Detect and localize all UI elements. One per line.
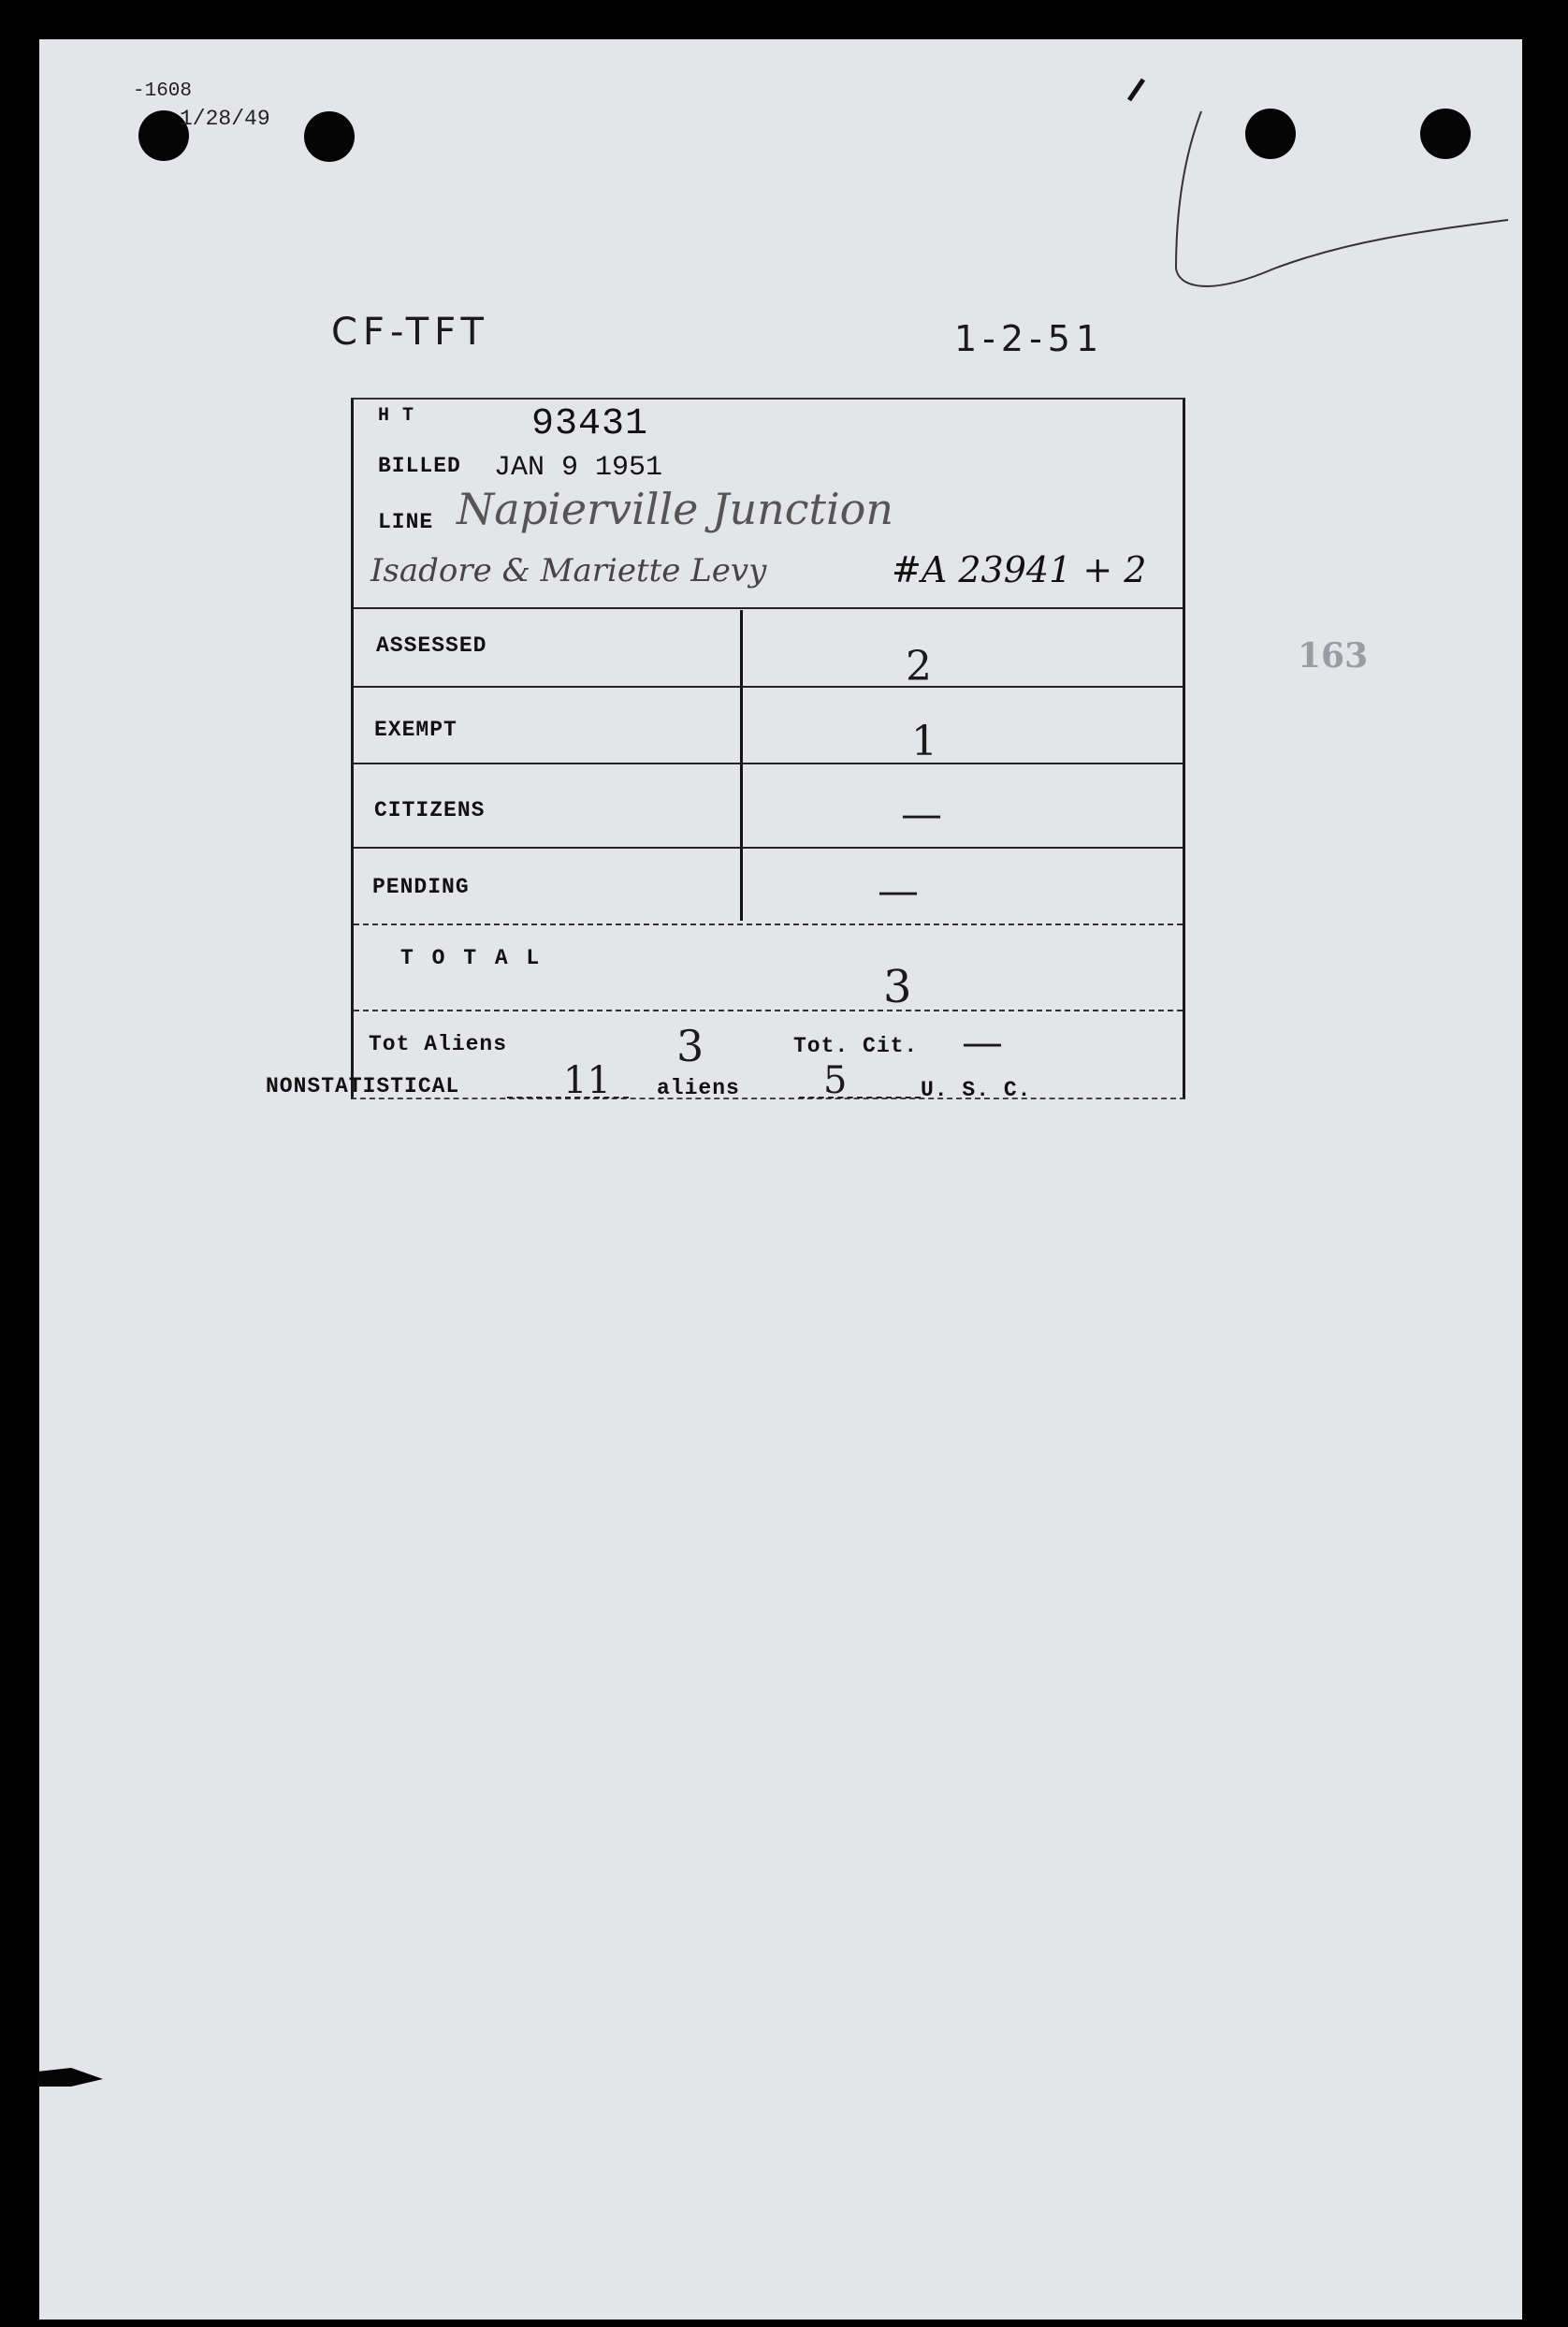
clip-mark-icon xyxy=(37,2058,112,2096)
tot-cit-label: Tot. Cit. xyxy=(793,1034,919,1058)
pending-value: — xyxy=(878,867,919,915)
citizens-label: CITIZENS xyxy=(374,798,486,822)
billed-label: BILLED xyxy=(378,454,461,478)
column-divider xyxy=(740,610,743,921)
check-mark-icon xyxy=(1068,53,1517,371)
form-date: 1/28/49 xyxy=(180,107,270,131)
ht-number: 93431 xyxy=(531,403,649,445)
tot-aliens-value: 3 xyxy=(676,1021,704,1071)
punch-hole xyxy=(304,111,355,162)
nonstatistical-usc-value: 5 xyxy=(823,1059,848,1102)
tally-card xyxy=(351,398,1185,1099)
form-number: -1608 xyxy=(133,80,193,102)
citizens-value: — xyxy=(901,791,942,838)
tot-aliens-label: Tot Aliens xyxy=(369,1032,508,1056)
total-label: T O T A L xyxy=(400,946,543,970)
names: Isadore & Mariette Levy xyxy=(370,552,767,589)
usc-label: U. S. C. xyxy=(921,1078,1032,1102)
tot-cit-value: — xyxy=(962,1019,1003,1067)
page-stamp: 163 xyxy=(1298,636,1369,676)
nonstatistical-label: NONSTATISTICAL xyxy=(266,1074,460,1098)
exempt-value: 1 xyxy=(911,718,937,765)
assessed-label: ASSESSED xyxy=(376,633,487,658)
header-date: 1-2-51 xyxy=(954,318,1105,359)
pending-label: PENDING xyxy=(372,875,470,899)
line-label: LINE xyxy=(378,510,434,534)
assessed-value: 2 xyxy=(906,643,932,691)
nonstatistical-aliens-value: 11 xyxy=(563,1059,611,1102)
station-code: CF-TFT xyxy=(331,311,489,354)
document-page xyxy=(39,39,1522,2320)
billed-date: JAN 9 1951 xyxy=(494,452,663,484)
ht-label: H T xyxy=(378,405,415,427)
exempt-label: EXEMPT xyxy=(374,718,457,742)
total-value: 3 xyxy=(883,961,912,1013)
aliens-label: aliens xyxy=(657,1076,740,1100)
line-value: Napierville Junction xyxy=(457,484,893,534)
file-number: #A 23941 + 2 xyxy=(892,549,1147,590)
